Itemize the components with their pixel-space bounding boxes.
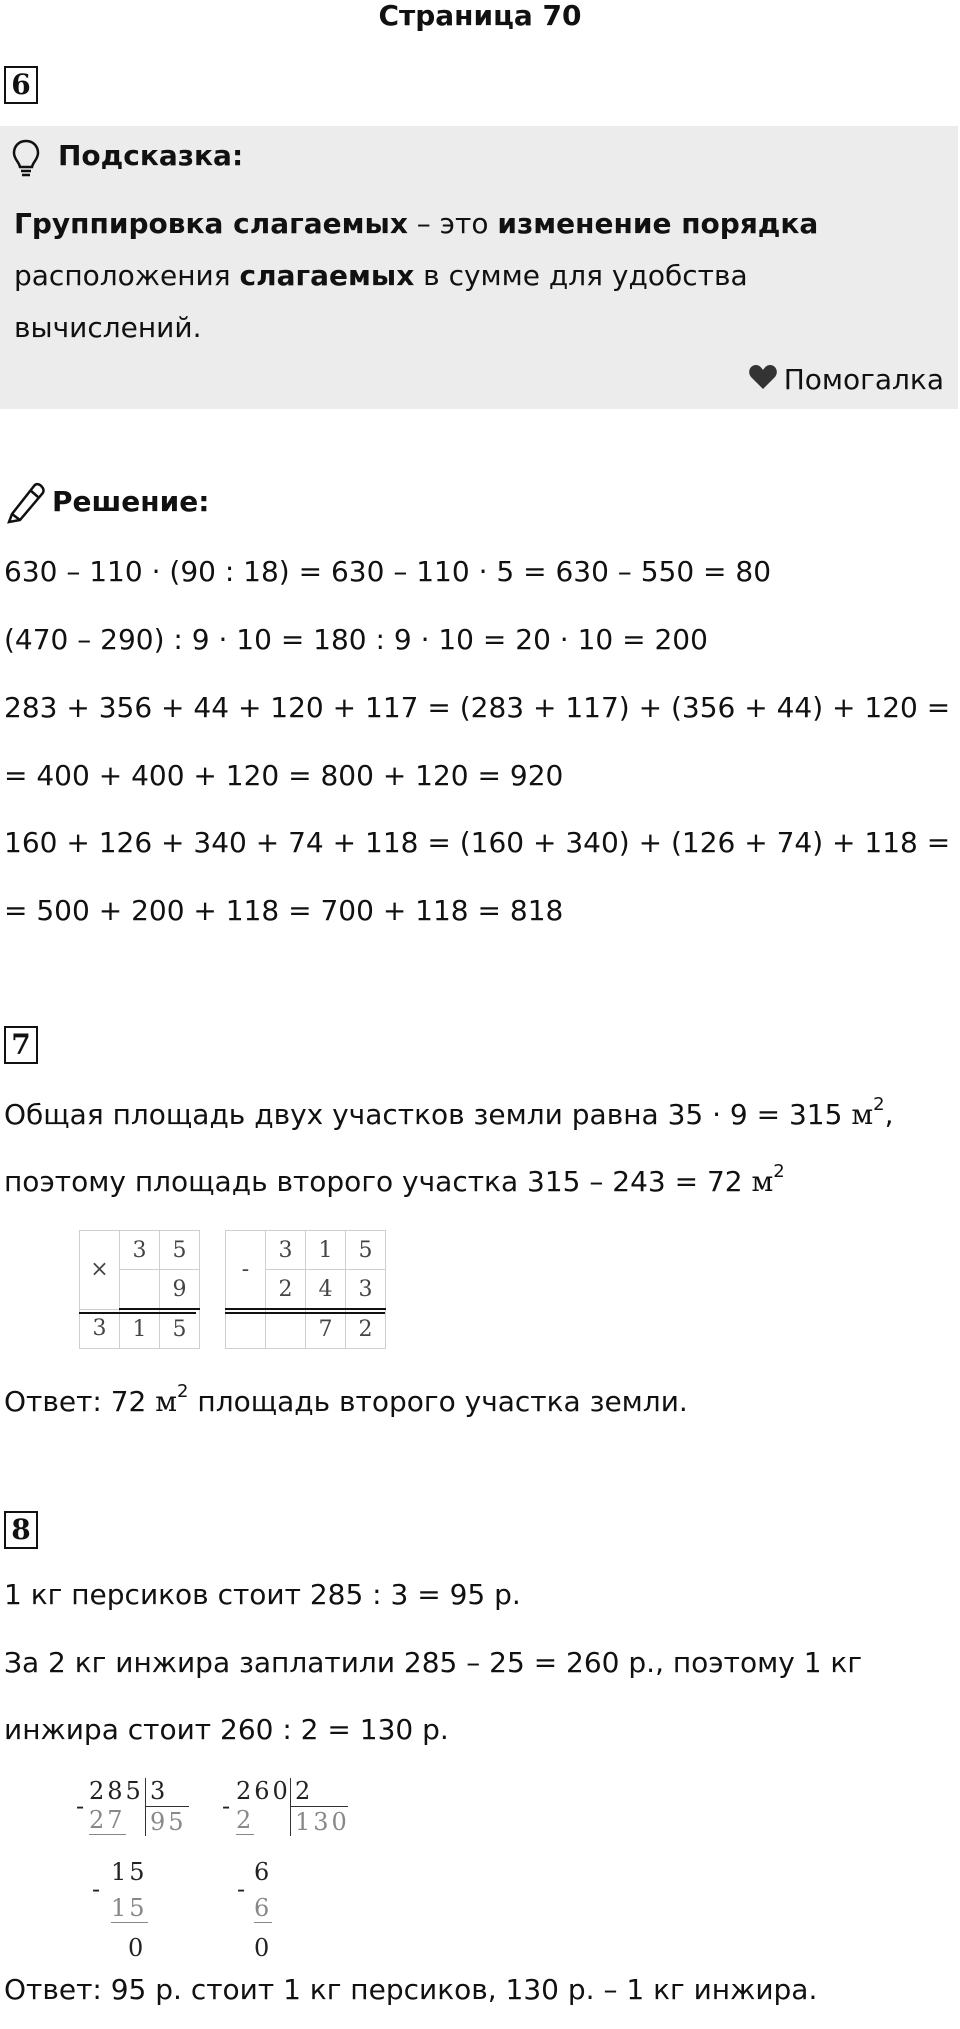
hint-text-4: вычислений. (14, 311, 202, 344)
solution-line-1: 630 – 110 · (90 : 18) = 630 – 110 · 5 = 630 – 550 = 80 (4, 555, 772, 588)
grid-cell: 2 (266, 1270, 306, 1310)
task8-line-2: За 2 кг инжира заплатили 285 – 25 = 260 р., поэтому 1 кг (4, 1646, 863, 1679)
grid-cell: 3 (80, 1309, 120, 1349)
hint-paragraph (14, 198, 934, 354)
hint-text-2: расположения (14, 259, 240, 292)
pencil-icon (6, 480, 46, 528)
divisor: 2 (295, 1777, 314, 1805)
task7-line-2 (4, 1162, 785, 1202)
sub-operator: - (226, 1231, 266, 1310)
hint-title: Подсказка: (58, 139, 244, 172)
unit-m: м (851, 1098, 874, 1131)
solution-line-3: 283 + 356 + 44 + 120 + 117 = (283 + 117) + (356 + 44) + 120 = (4, 691, 951, 724)
credit[interactable] (748, 360, 944, 401)
page-title: Страница 70 (378, 0, 582, 32)
grid-cell: 9 (160, 1270, 200, 1310)
task8-line-1: 1 кг персиков стоит 285 : 3 = 95 р. (4, 1578, 521, 1611)
unit-exp: 2 (177, 1380, 189, 1402)
unit-m: м (751, 1165, 774, 1198)
minus-sign: - (92, 1875, 104, 1903)
grid-cell: 7 (306, 1309, 346, 1349)
grid-cell: 3 (266, 1231, 306, 1270)
subtraction-grid (225, 1230, 386, 1349)
remainder: 6 (254, 1858, 273, 1886)
grid-cell: 3 (120, 1231, 160, 1270)
solution-line-2: (470 – 290) : 9 · 10 = 180 : 9 · 10 = 20 · 10 = 200 (4, 623, 708, 656)
grid-cell (120, 1270, 160, 1310)
quotient: 95 (150, 1808, 187, 1836)
credit-label: Помогалка (783, 363, 944, 396)
hint-text-1: – это (407, 207, 498, 240)
lightbulb-icon (12, 138, 40, 182)
task7-line-1-text: Общая площадь двух участков земли равна 35 · 9 = 315 (4, 1098, 852, 1131)
task7-line-1-end: , (884, 1098, 894, 1131)
quotient-line (145, 1806, 189, 1807)
heart-icon (748, 361, 778, 401)
solution-line-5: 160 + 126 + 340 + 74 + 118 = (160 + 340) + (126 + 74) + 118 = (4, 826, 951, 859)
subtrahend: 2 (236, 1806, 255, 1834)
task8-answer: Ответ: 95 р. стоит 1 кг персиков, 130 р. – 1 кг инжира. (4, 1973, 818, 2006)
grid-cell: 1 (306, 1231, 346, 1270)
dividend: 260 (236, 1777, 291, 1805)
solution-title: Решение: (52, 485, 210, 518)
final-remainder: 0 (254, 1934, 273, 1962)
grid-cell: 5 (160, 1231, 200, 1270)
hint-text-3: в сумме для удобства (414, 259, 748, 292)
grid-cell (226, 1309, 266, 1349)
task7-line-2-text: поэтому площадь второго участка 315 – 243 = 72 (4, 1165, 752, 1198)
unit-m: м (155, 1385, 178, 1418)
task-number-7: 7 (4, 1026, 38, 1064)
hint-bold-3: слагаемых (239, 259, 415, 292)
task-number-8: 8 (4, 1511, 38, 1549)
mult-result-line (79, 1312, 196, 1314)
divisor: 3 (150, 1777, 169, 1805)
quotient: 130 (295, 1808, 350, 1836)
grid-cell: 1 (120, 1309, 160, 1349)
grid-cell: 3 (346, 1270, 386, 1310)
minus-sign: - (76, 1792, 88, 1820)
grid-cell: 4 (306, 1270, 346, 1310)
remainder: 15 (111, 1858, 148, 1886)
hint-box (0, 126, 958, 409)
task7-answer (4, 1382, 688, 1422)
grid-cell: 2 (346, 1309, 386, 1349)
grid-cell: 5 (160, 1309, 200, 1349)
hint-bold-2: изменение порядка (497, 207, 819, 240)
grid-cell: 5 (346, 1231, 386, 1270)
solution-line-4: = 400 + 400 + 120 = 800 + 120 = 920 (4, 759, 564, 792)
division-bar (290, 1778, 291, 1836)
sub-result-line (225, 1312, 385, 1314)
subtrahend: 27 (89, 1806, 126, 1834)
task7-answer-end: площадь второго участка земли. (188, 1385, 688, 1418)
multiplication-grid (79, 1230, 200, 1349)
dividend: 285 (89, 1777, 144, 1805)
division-bar (145, 1778, 146, 1836)
unit-exp: 2 (873, 1093, 885, 1115)
minus-sign: - (237, 1875, 249, 1903)
quotient-line (290, 1806, 348, 1807)
subtrahend: 15 (111, 1894, 148, 1922)
task-number-6: 6 (4, 66, 38, 104)
subtrahend: 6 (254, 1894, 273, 1922)
unit-exp: 2 (773, 1160, 785, 1182)
task8-line-3: инжира стоит 260 : 2 = 130 р. (4, 1713, 449, 1746)
final-remainder: 0 (128, 1934, 147, 1962)
mult-operator: × (80, 1231, 120, 1310)
solution-line-6: = 500 + 200 + 118 = 700 + 118 = 818 (4, 894, 564, 927)
grid-cell (266, 1309, 306, 1349)
task7-line-1 (4, 1095, 893, 1135)
minus-sign: - (222, 1792, 234, 1820)
hint-bold-1: Группировка слагаемых (14, 207, 408, 240)
task7-answer-text: Ответ: 72 (4, 1385, 156, 1418)
